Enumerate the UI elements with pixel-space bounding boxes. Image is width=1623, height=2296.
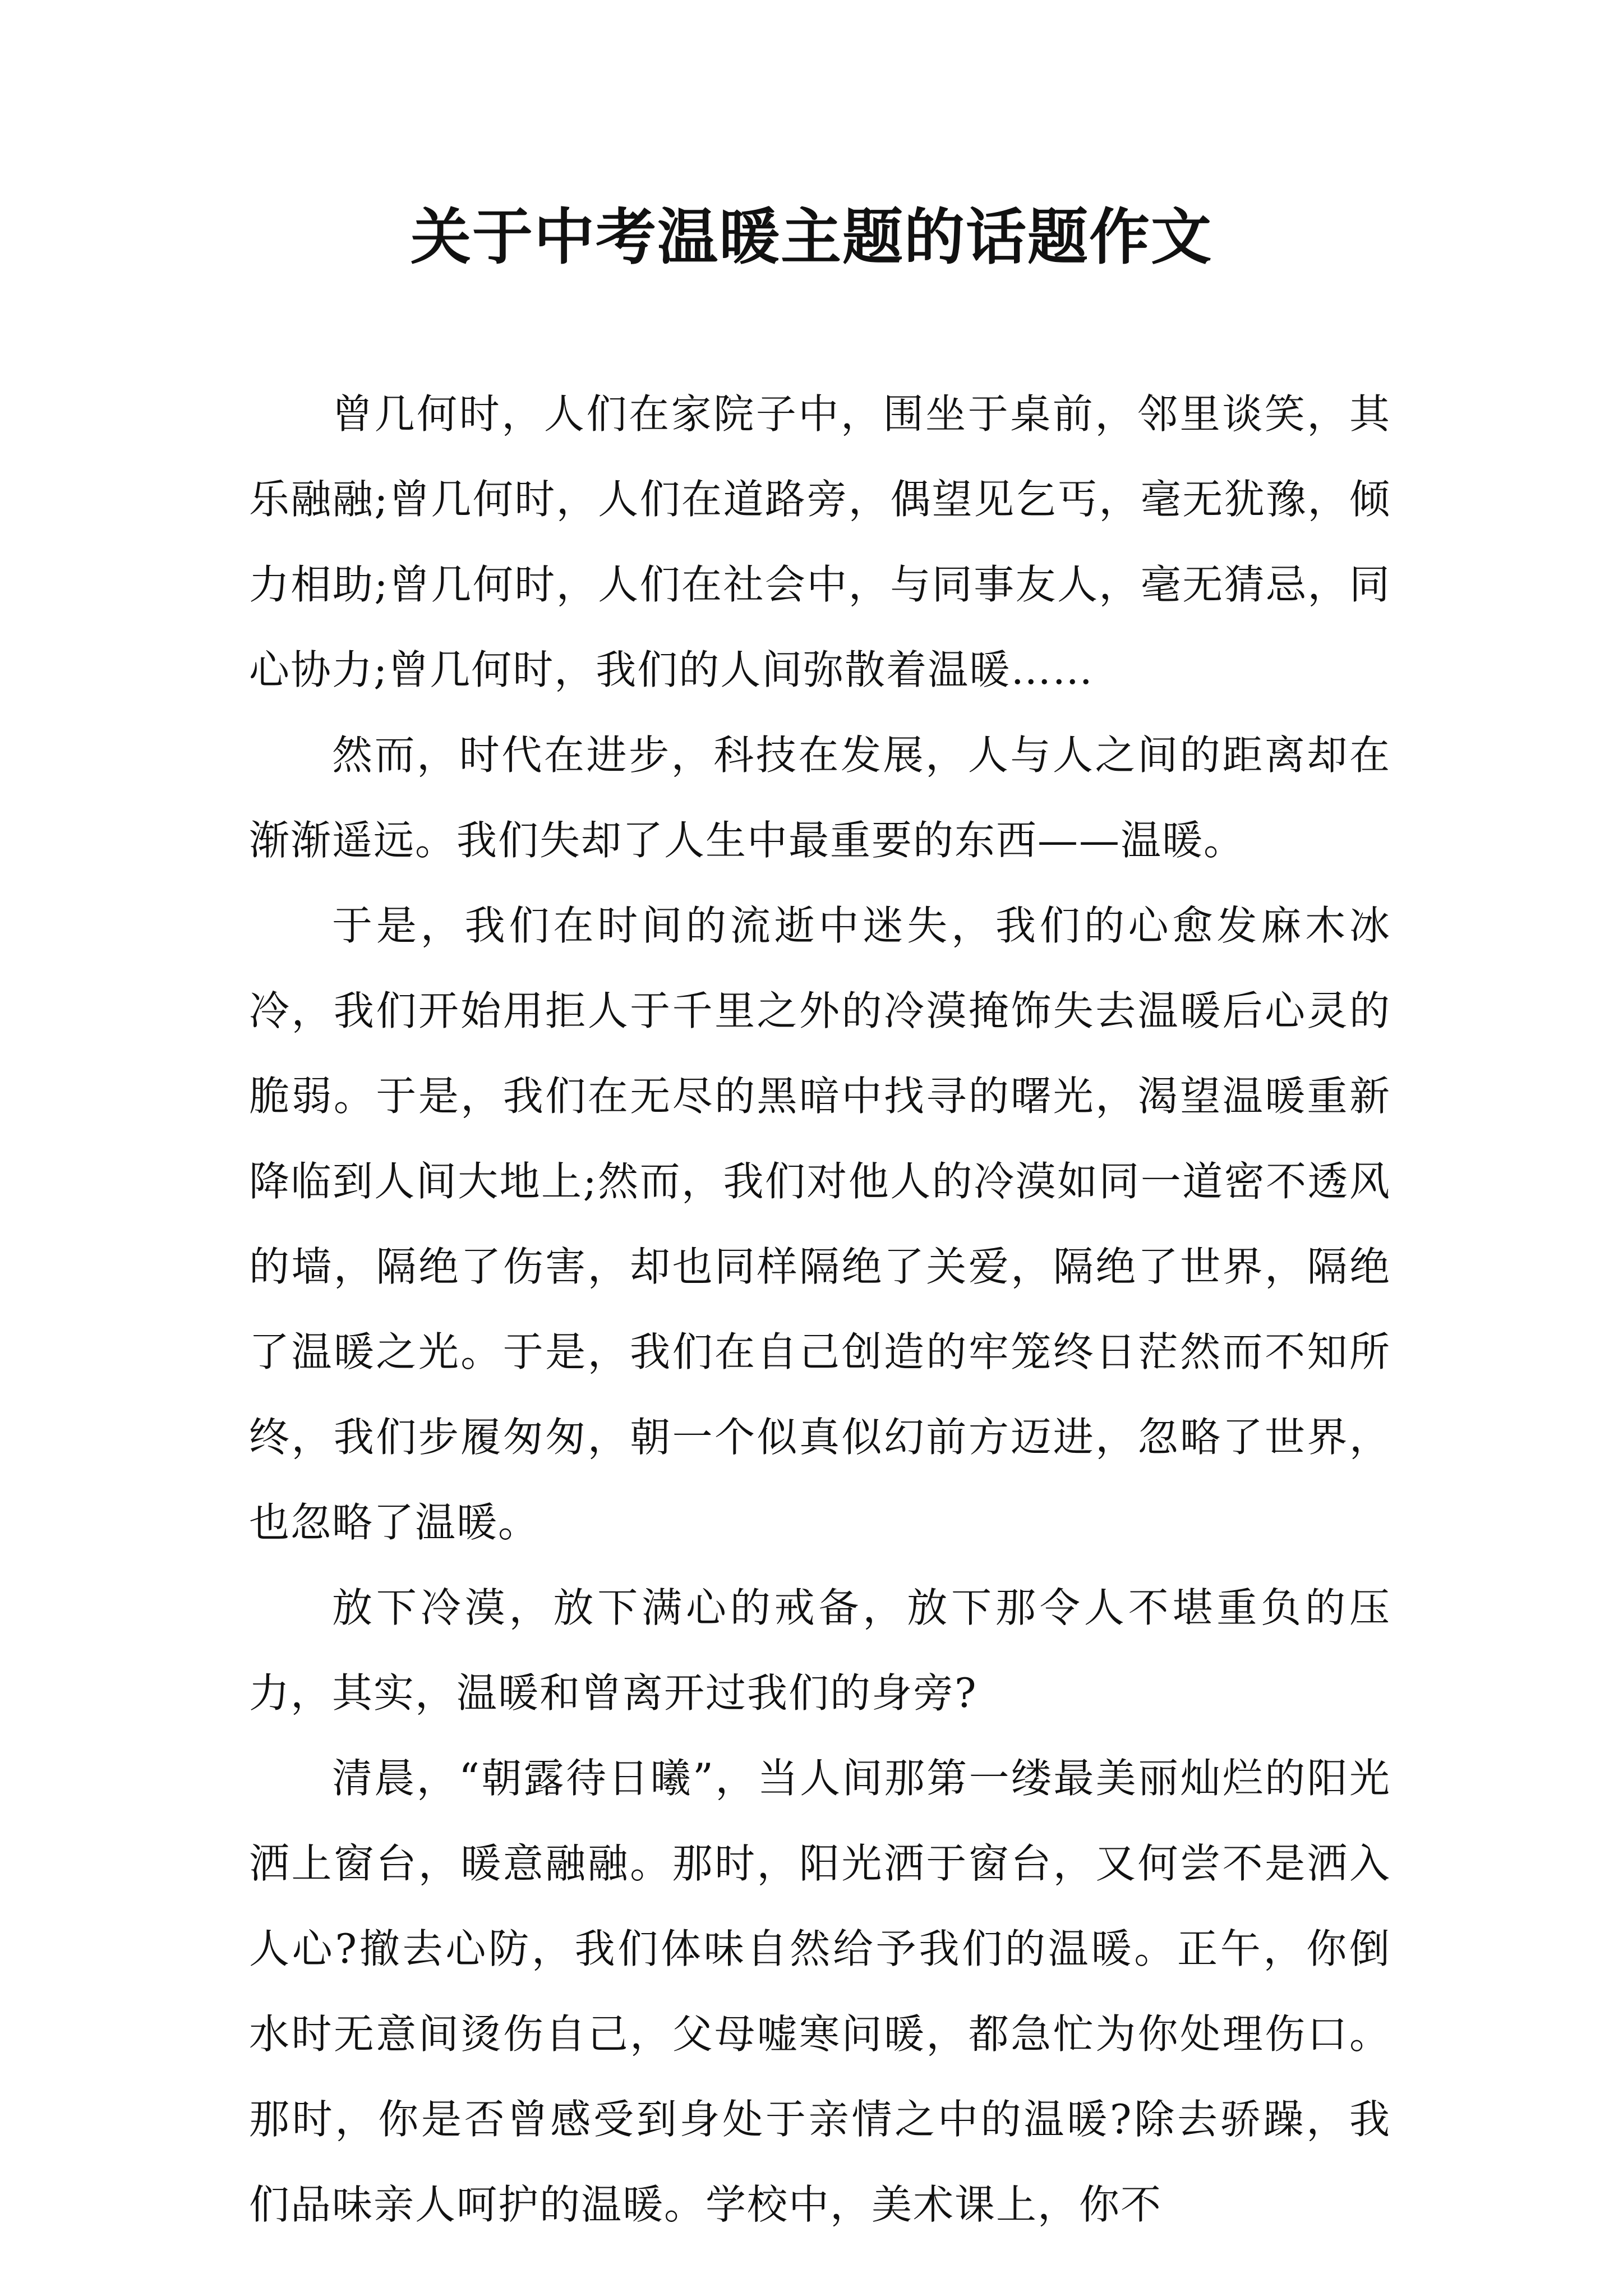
paragraph: 于是，我们在时间的流逝中迷失，我们的心愈发麻木冰冷，我们开始用拒人于千里之外的冷漠掩饰失去温暖后心灵的脆弱。于是，我们在无尽的黑暗中找寻的曙光，渴望温暖重新降临到人间大地上;然而，我们对他人的冷漠如同一道密不透风的墙，隔绝了伤害，却也同样隔绝了关爱，隔绝了世界，隔绝了温暖之光。于是，我们在自己创造的牢笼终日茫然而不知所终，我们步履匆匆，朝一个似真似幻前方迈进，忽略了世界，也忽略了温暖。 xyxy=(249,902,1391,1546)
paragraph: 放下冷漠，放下满心的戒备，放下那令人不堪重负的压力，其实，温暖和曾离开过我们的身旁? xyxy=(249,1584,1391,1717)
paragraph: 清晨，“朝露待日曦”，当人间那第一缕最美丽灿烂的阳光洒上窗台，暖意融融。那时，阳光洒于窗台，又何尝不是洒入人心?撤去心防，我们体味自然给予我们的温暖。正午，你倒水时无意间烫伤自己，父母嘘寒问暖，都急忙为你处理伤口。那时，你是否曾感受到身处于亲情之中的温暖?除去骄躁，我们品味亲人呵护的温暖。学校中，美术课上，你不 xyxy=(249,1755,1391,2228)
paragraph: 曾几何时，人们在家院子中，围坐于桌前，邻里谈笑，其乐融融;曾几何时，人们在道路旁，偶望见乞丐，毫无犹豫，倾力相助;曾几何时，人们在社会中，与同事友人，毫无猜忌，同心协力;曾几何时，我们的人间弥散着温暖…… xyxy=(249,390,1391,693)
document-body xyxy=(249,371,1391,2247)
document-title: 关于中考温暖主题的话题作文 xyxy=(410,202,1212,273)
paragraph: 然而，时代在进步，科技在发展，人与人之间的距离却在渐渐遥远。我们失却了人生中最重要的东西——温暖。 xyxy=(249,731,1391,864)
